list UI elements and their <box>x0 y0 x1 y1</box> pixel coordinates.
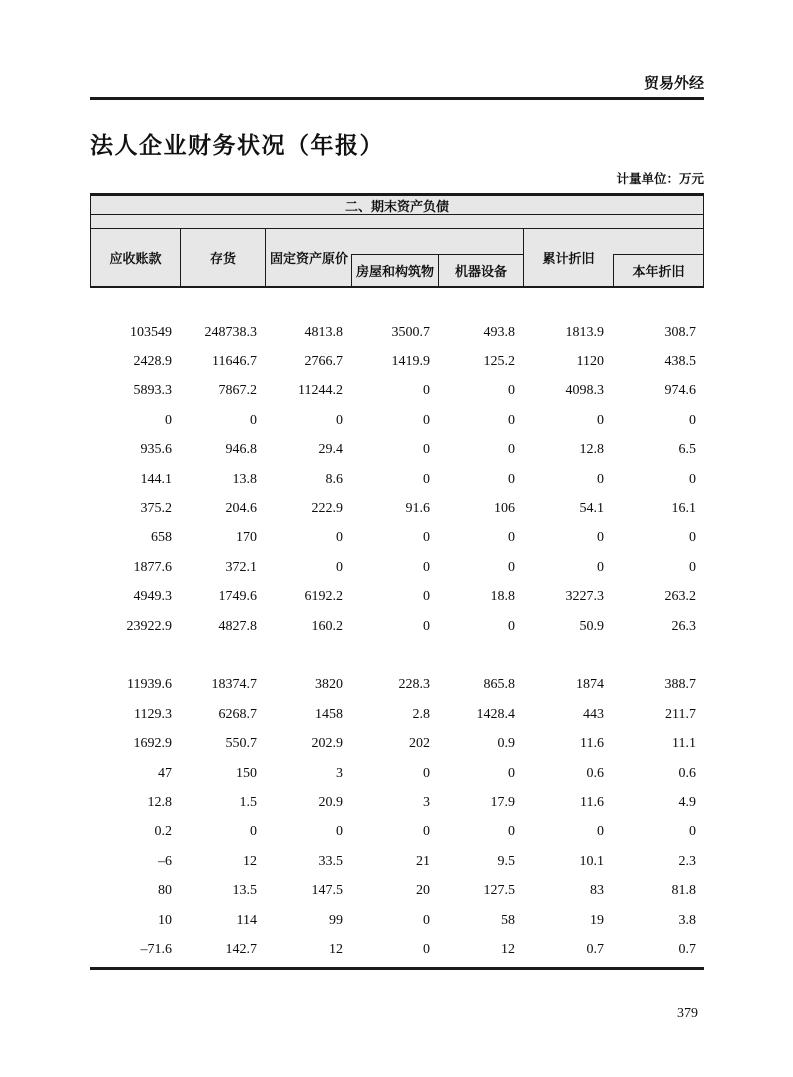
table-cell: 1692.9 <box>133 736 172 752</box>
table-cell: 91.6 <box>405 501 430 517</box>
table-cell: –6 <box>158 853 172 869</box>
table-cell: 5893.3 <box>133 383 172 399</box>
table-cell: 18.8 <box>490 589 515 605</box>
table-row <box>90 671 704 700</box>
page-title: 法人企业财务状况（年报） <box>90 132 384 158</box>
section-header-row <box>91 196 703 215</box>
table-cell: 0.6 <box>678 765 696 781</box>
table-cell: 10.1 <box>579 853 604 869</box>
col-header-buildings-structures: 房屋和构筑物 <box>351 254 438 286</box>
table-cell: 263.2 <box>664 589 696 605</box>
table-cell: 550.7 <box>225 736 257 752</box>
table-cell: 80 <box>158 883 172 899</box>
table-row <box>90 818 704 847</box>
table-cell: 0 <box>423 589 430 605</box>
table-cell: 33.5 <box>318 853 343 869</box>
table-cell: 0 <box>336 412 343 428</box>
table-cell: 12.8 <box>579 442 604 458</box>
table-row <box>90 524 704 553</box>
table-cell: 2.3 <box>678 853 696 869</box>
table-cell: 160.2 <box>311 618 343 634</box>
table-cell: 0 <box>423 471 430 487</box>
table-cell: 0 <box>423 824 430 840</box>
table-cell: 935.6 <box>140 442 172 458</box>
table-cell: 10 <box>158 912 172 928</box>
table-cell: 1874 <box>576 677 604 693</box>
table-cell: 222.9 <box>311 501 343 517</box>
unit-note: 计量单位：万元 <box>616 172 704 186</box>
table-cell: 1877.6 <box>133 559 172 575</box>
table-body <box>90 288 704 970</box>
table-cell: 0 <box>423 941 430 957</box>
table-cell: 21 <box>416 853 430 869</box>
table-row <box>90 700 704 729</box>
table-cell: 0 <box>423 618 430 634</box>
table-cell: 0 <box>597 559 604 575</box>
section-header-text: 二、期末资产负债 <box>344 198 449 214</box>
col-header-accumulated-depreciation: 累计折旧 <box>542 251 595 266</box>
table-row <box>90 847 704 876</box>
table-cell: 1120 <box>576 354 604 370</box>
table-cell: 3 <box>423 794 430 810</box>
table-cell: 0.2 <box>154 824 172 840</box>
table-cell: 0 <box>597 471 604 487</box>
table-cell: 0 <box>508 530 515 546</box>
table-cell: 50.9 <box>579 618 604 634</box>
table-cell: 0 <box>423 765 430 781</box>
row-group-spacer <box>90 641 704 670</box>
table-cell: 0 <box>508 442 515 458</box>
table-cell: 170 <box>236 530 257 546</box>
table-cell: 3227.3 <box>565 589 604 605</box>
table-row <box>90 788 704 817</box>
table-cell: 0 <box>508 618 515 634</box>
table-cell: 228.3 <box>398 677 430 693</box>
table-cell: 20.9 <box>318 794 343 810</box>
table-row <box>90 436 704 465</box>
running-header <box>90 74 704 100</box>
table-cell: 1419.9 <box>391 354 430 370</box>
table-cell: 0 <box>423 412 430 428</box>
table-cell: 26.3 <box>671 618 696 634</box>
table-row <box>90 906 704 935</box>
table-cell: 4827.8 <box>218 618 257 634</box>
table-cell: 248738.3 <box>204 324 257 340</box>
table-cell: 0 <box>597 824 604 840</box>
table-row <box>90 612 704 641</box>
table-cell: 147.5 <box>311 883 343 899</box>
table-cell: 0 <box>423 559 430 575</box>
table-cell: 7867.2 <box>218 383 257 399</box>
table-cell: 865.8 <box>483 677 515 693</box>
table-row <box>90 729 704 758</box>
table-cell: 0 <box>508 471 515 487</box>
table-cell: 375.2 <box>140 501 172 517</box>
table-cell: 114 <box>236 912 257 928</box>
table-cell: 106 <box>494 501 515 517</box>
table-cell: 0.9 <box>497 736 515 752</box>
table-cell: 0 <box>250 412 257 428</box>
table-cell: 1428.4 <box>476 706 515 722</box>
table-cell: 9.5 <box>497 853 515 869</box>
table-cell: 443 <box>583 706 604 722</box>
table-cell: 81.8 <box>671 883 696 899</box>
table-cell: 438.5 <box>664 354 696 370</box>
table-cell: 16.1 <box>671 501 696 517</box>
empty-header-band <box>91 215 703 229</box>
financial-table-header <box>90 193 704 288</box>
table-cell: 0 <box>423 442 430 458</box>
table-cell: 1813.9 <box>565 324 604 340</box>
table-cell: 0 <box>423 383 430 399</box>
table-cell: 493.8 <box>483 324 515 340</box>
table-cell: 11939.6 <box>127 677 172 693</box>
table-cell: 3500.7 <box>391 324 430 340</box>
table-cell: 23922.9 <box>126 618 172 634</box>
table-cell: 20 <box>416 883 430 899</box>
table-cell: 0 <box>336 530 343 546</box>
table-cell: 13.8 <box>232 471 257 487</box>
table-cell: 3.8 <box>678 912 696 928</box>
table-row <box>90 406 704 435</box>
col-header-inventory: 存货 <box>181 229 266 286</box>
table-cell: 0 <box>689 471 696 487</box>
page-content <box>90 0 704 1022</box>
table-row <box>90 553 704 582</box>
table-cell: 0 <box>423 530 430 546</box>
table-cell: 12 <box>501 941 515 957</box>
running-header-text: 贸易外经 <box>643 75 704 92</box>
table-cell: 83 <box>590 883 604 899</box>
table-cell: 103549 <box>130 324 172 340</box>
table-cell: 11.6 <box>580 794 604 810</box>
table-cell: 29.4 <box>318 442 343 458</box>
table-cell: 308.7 <box>664 324 696 340</box>
table-cell: 3820 <box>315 677 343 693</box>
table-cell: 0.7 <box>678 941 696 957</box>
table-cell: 202.9 <box>311 736 343 752</box>
table-cell: 11.6 <box>580 736 604 752</box>
table-row <box>90 876 704 905</box>
col-group-fixed-assets <box>266 229 524 286</box>
table-cell: 0 <box>508 383 515 399</box>
table-cell: 6268.7 <box>218 706 257 722</box>
table-cell: –71.6 <box>140 941 172 957</box>
col-header-fixed-assets-original-price: 固定资产原价 <box>269 251 348 266</box>
table-cell: 12.8 <box>147 794 172 810</box>
table-cell: 142.7 <box>225 941 257 957</box>
table-cell: 6192.2 <box>304 589 343 605</box>
table-cell: 12 <box>329 941 343 957</box>
table-cell: 2.8 <box>412 706 430 722</box>
table-row <box>90 759 704 788</box>
table-row <box>90 935 704 964</box>
page-number: 379 <box>677 1006 698 1021</box>
table-row <box>90 465 704 494</box>
table-cell: 2428.9 <box>133 354 172 370</box>
depreciation-subheaders <box>613 254 703 286</box>
table-cell: 47 <box>158 765 172 781</box>
table-cell: 0 <box>336 824 343 840</box>
table-cell: 0.6 <box>586 765 604 781</box>
table-cell: 11646.7 <box>212 354 257 370</box>
table-row <box>90 318 704 347</box>
table-cell: 125.2 <box>483 354 515 370</box>
table-cell: 4098.3 <box>565 383 604 399</box>
table-cell: 127.5 <box>483 883 515 899</box>
table-cell: 0 <box>689 559 696 575</box>
table-cell: 18374.7 <box>211 677 257 693</box>
column-header-row <box>91 229 703 286</box>
table-cell: 4813.8 <box>304 324 343 340</box>
fixed-assets-subheaders <box>351 254 523 286</box>
col-header-accounts-receivable: 应收账款 <box>91 229 181 286</box>
table-cell: 13.5 <box>232 883 257 899</box>
col-header-current-year-depreciation: 本年折旧 <box>613 254 703 286</box>
table-cell: 1.5 <box>239 794 257 810</box>
table-cell: 58 <box>501 912 515 928</box>
table-cell: 0 <box>689 824 696 840</box>
table-cell: 11.1 <box>672 736 696 752</box>
table-cell: 17.9 <box>490 794 515 810</box>
table-cell: 0 <box>508 559 515 575</box>
table-cell: 0.7 <box>586 941 604 957</box>
table-row <box>90 377 704 406</box>
table-cell: 0 <box>250 824 257 840</box>
table-row <box>90 494 704 523</box>
table-cell: 211.7 <box>665 706 696 722</box>
table-cell: 99 <box>329 912 343 928</box>
table-row <box>90 347 704 376</box>
table-cell: 1458 <box>315 706 343 722</box>
table-cell: 372.1 <box>225 559 257 575</box>
table-cell: 11244.2 <box>298 383 343 399</box>
col-header-machinery-equipment: 机器设备 <box>438 254 523 286</box>
table-cell: 0 <box>508 765 515 781</box>
table-cell: 0 <box>508 412 515 428</box>
table-cell: 4949.3 <box>133 589 172 605</box>
table-cell: 150 <box>236 765 257 781</box>
table-row <box>90 583 704 612</box>
table-cell: 12 <box>243 853 257 869</box>
table-cell: 202 <box>409 736 430 752</box>
table-cell: 0 <box>597 530 604 546</box>
table-cell: 0 <box>165 412 172 428</box>
table-cell: 946.8 <box>225 442 257 458</box>
table-cell: 3 <box>336 765 343 781</box>
table-cell: 1749.6 <box>218 589 257 605</box>
table-cell: 8.6 <box>325 471 343 487</box>
table-cell: 0 <box>423 912 430 928</box>
table-cell: 2766.7 <box>304 354 343 370</box>
table-cell: 1129.3 <box>134 706 172 722</box>
table-cell: 0 <box>508 824 515 840</box>
table-cell: 204.6 <box>225 501 257 517</box>
table-cell: 6.5 <box>678 442 696 458</box>
table-cell: 388.7 <box>664 677 696 693</box>
col-group-depreciation <box>524 229 703 286</box>
table-cell: 974.6 <box>664 383 696 399</box>
table-cell: 658 <box>151 530 172 546</box>
table-cell: 4.9 <box>678 794 696 810</box>
table-cell: 19 <box>590 912 604 928</box>
table-cell: 0 <box>689 412 696 428</box>
table-cell: 54.1 <box>579 501 604 517</box>
table-cell: 0 <box>336 559 343 575</box>
table-cell: 144.1 <box>140 471 172 487</box>
table-cell: 0 <box>689 530 696 546</box>
table-cell: 0 <box>597 412 604 428</box>
